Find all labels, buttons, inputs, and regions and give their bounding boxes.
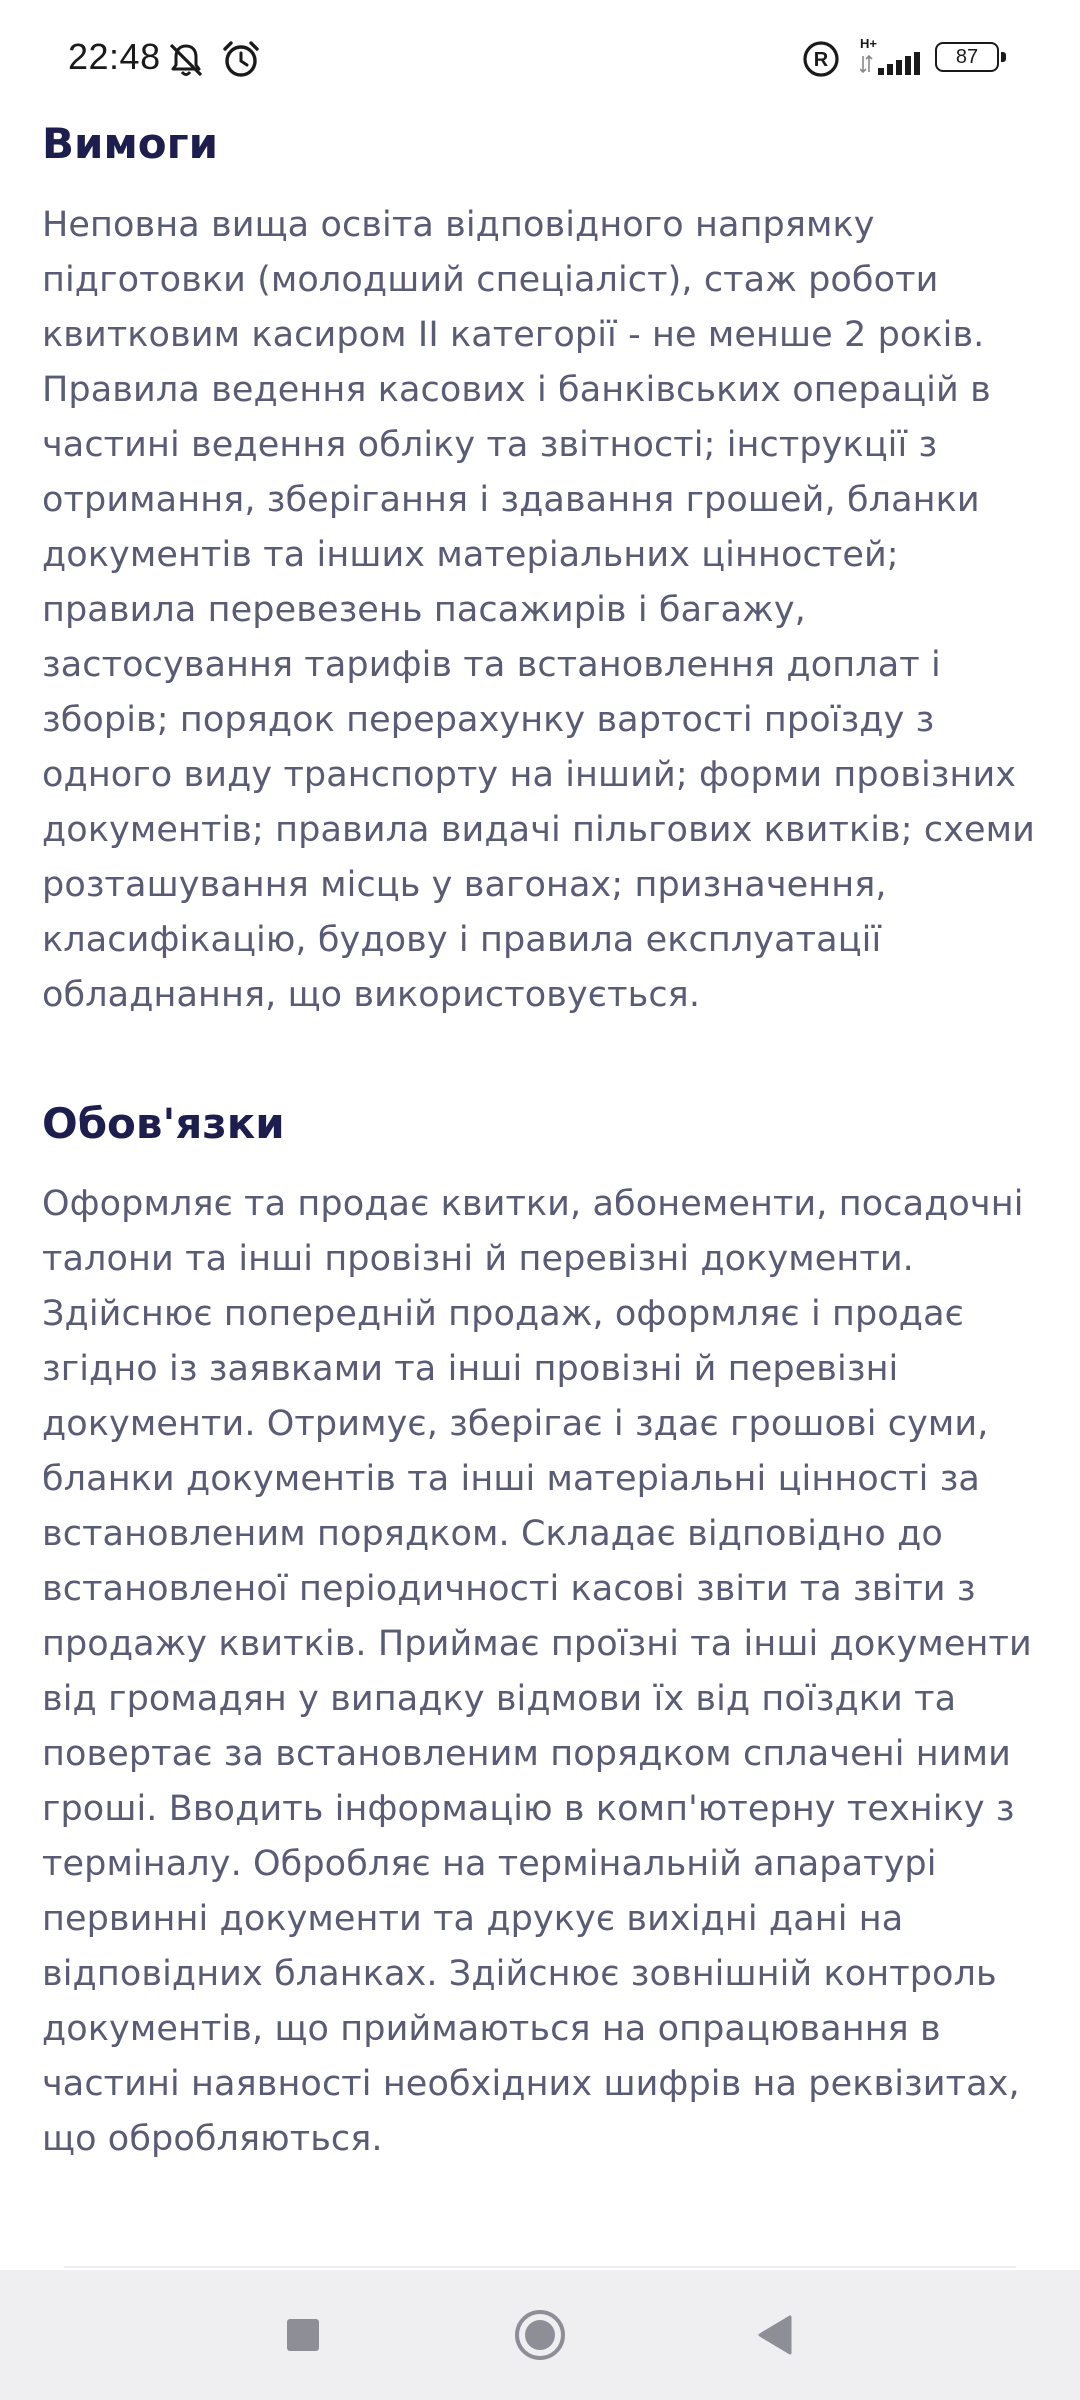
network-type-label: H+: [860, 36, 877, 51]
home-button[interactable]: [500, 2300, 580, 2370]
requirements-text: Неповна вища освіта відповідного напрямку підготовки (молодший спеціаліст), стаж роботи квитковим касиром ІІ категорії - не менше 2 років. Правила ведення касових і банківських операцій в частині ведення обліку та звітності; інструкції з отримання, зберігання і здавання грошей, бланки документів та інших матеріальних цінностей; правила перевезень пасажирів і багажу, застосування тарифів та встановлення доплат і зборів; порядок перерахунку вартості проїзду з одного виду транспорту на інший; форми провізних документів; правила видачі пільгових квитків; схеми розташування місць у вагонах; призначення, класифікацію, будову і правила експлуатації обладнання, що використовується.: [42, 205, 1036, 1015]
duties-heading: Обов'язки: [42, 1099, 285, 1148]
svg-text:R: R: [813, 49, 829, 71]
battery-level: 87: [955, 45, 979, 68]
recents-button[interactable]: [263, 2300, 343, 2370]
status-bar: [0, 0, 1080, 116]
duties-text: Оформляє та продає квитки, абонементи, посадочні талони та інші провізні й перевізні документи. Здійснює попередній продаж, оформляє і продає згідно із заявками та інші провізні й перевізні документи. Отримує, зберігає і здає грошові суми, бланки документів та інші матеріальні цінності за встановленим порядком. Складає відповідно до встановленої періодичності касові звіти та звіти з продажу квитків. Приймає проїзні та інші документи від громадян у випадку відмови їх від поїздки та повертає за встановленим порядком сплачені ними гроші. Вводить інформацію в комп'ютерну техніку з терміналу. Обробляє на термінальній апаратурі первинні документи та друкує вихідні дані на відповідних бланках. Здійснює зовнішній контроль документів, що приймаються на опрацювання в частині наявності необхідних шифрів на реквізитах, що обробляються.: [42, 1184, 1032, 2159]
signal-icon: [860, 52, 922, 76]
back-triangle-icon: [757, 2315, 793, 2355]
notifications-muted-icon: [166, 40, 206, 80]
requirements-heading: Вимоги: [42, 119, 218, 168]
battery-icon: [935, 42, 999, 72]
registered-icon: [802, 40, 840, 78]
alarm-icon: [220, 38, 262, 80]
home-circle-icon: [514, 2309, 566, 2361]
content-divider: [64, 2266, 1016, 2268]
recents-square-icon: [286, 2318, 320, 2352]
navigation-bar: [0, 2270, 1080, 2400]
back-button[interactable]: [735, 2300, 815, 2370]
status-time: 22:48: [68, 36, 161, 77]
